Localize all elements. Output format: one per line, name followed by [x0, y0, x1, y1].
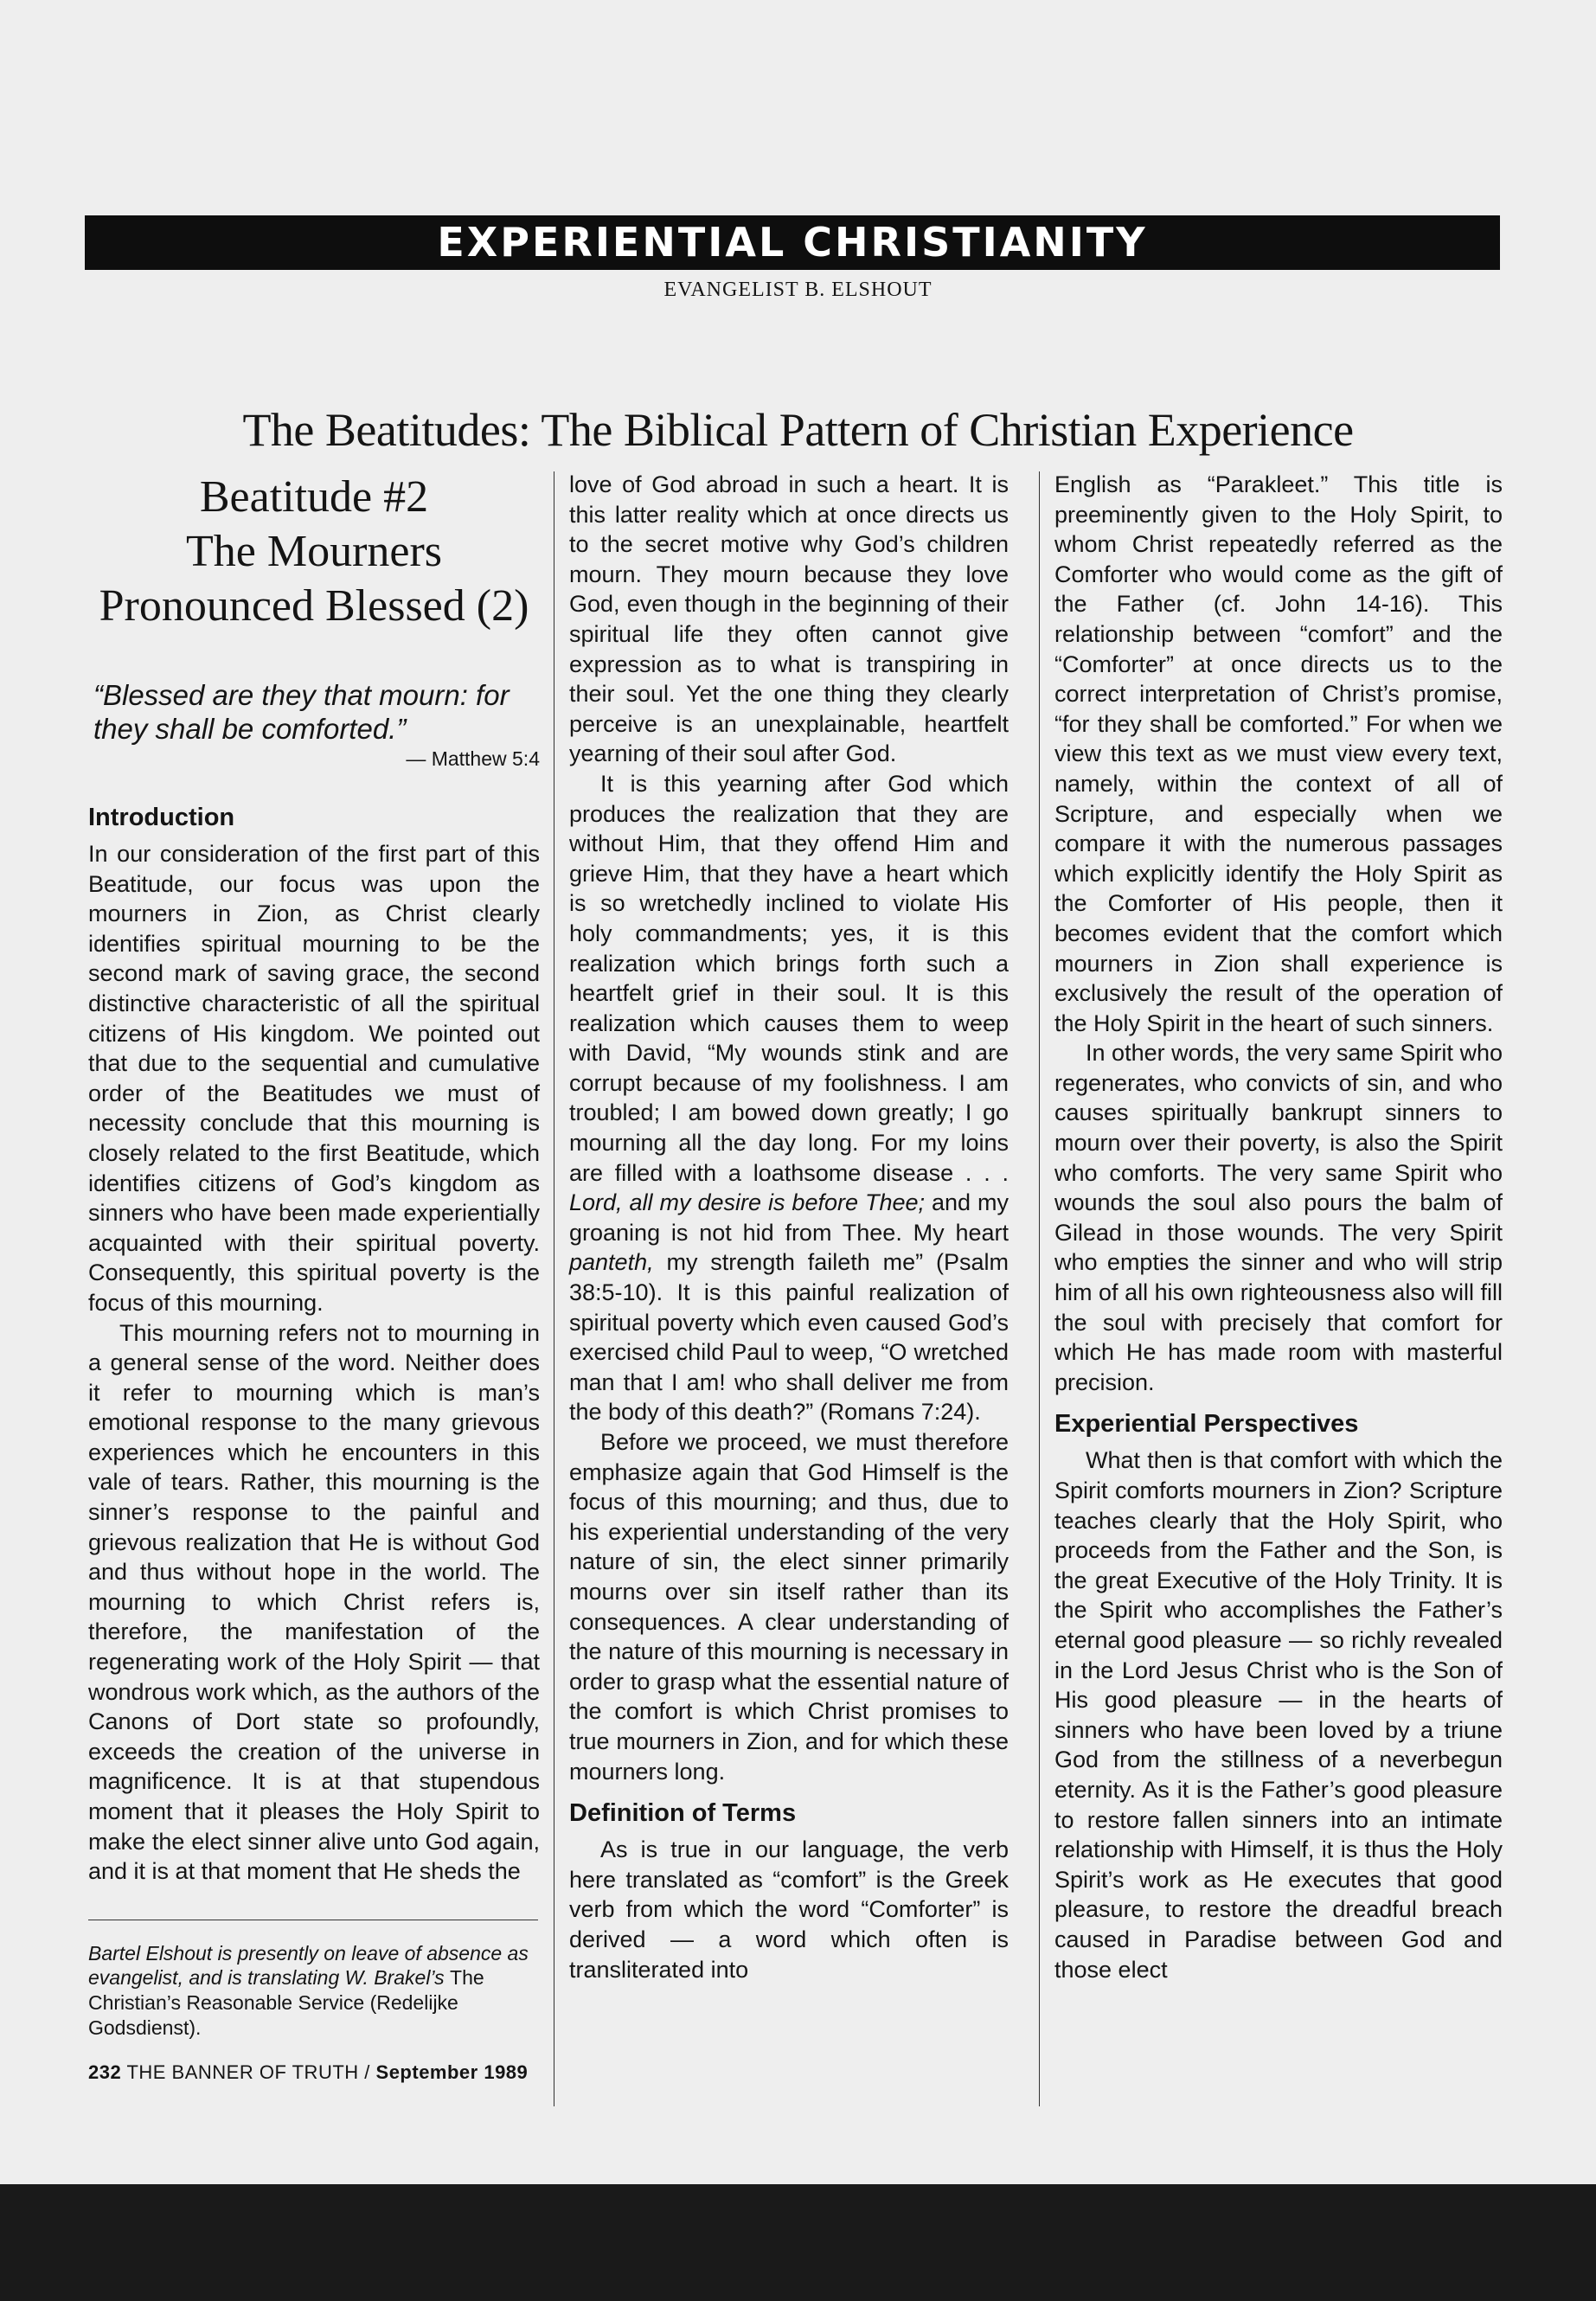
column-1 [88, 470, 540, 2087]
paragraph: As is true in our language, the verb here translated as “comfort” is the Greek verb from which the word “Comforter” is derived — a word which often is transliterated into [569, 1836, 1009, 1983]
paragraph: In other words, the very same Spirit who regenerates, who convicts of sin, and who causes spiritually bankrupt sinners to mourn over their poverty, is also the Spirit who comforts. The very same Spirit who wounds the soul also pours the balm of Gilead in those wounds. The very Spirit who empties the sinner and who will strip him of all his own righteousness also will fill the soul with precisely that comfort for which He has made room with masterful precision. [1054, 1040, 1503, 1395]
paragraph: love of God abroad in such a heart. It is this latter reality which at once directs us to the secret motive why God’s children mourn. They mourn because they love God, even though in the beginning of their spiritual life they often cannot give expression as to what is transpiring in their soul. Yet the one thing they clearly perceive is an unexplainable, heartfelt yearning of their soul after God. [569, 471, 1009, 767]
paragraph: English as “Parakleet.” This title is preeminently given to the Holy Spirit, to whom Christ repeatedly referred as the Comforter who would come as the gift of the Father (cf. John 14-16). This relationship between “comfort” and the “Comforter” at once directs us to the correct interpretation of Christ’s promise, “for they shall be comforted.” For when we view this text as we must view every text, namely, within the context of all of Scripture, and especially when we compare it with the numerous passages which explicitly identify the Holy Spirit as the Comforter of His people, then it becomes evident that the comfort which mourners in Zion shall experience is exclusively the result of the operation of the Holy Spirit in the heart of such sinners. [1054, 471, 1503, 1036]
paragraph-text: my strength faileth me” (Psalm 38:5-10). It is this painful realization of spiritual poverty which even caused God’s exercised child Paul to weep, “O wretched man that I am! who shall deliver me from the body of this death?” (Romans 7:24). [569, 1249, 1009, 1426]
footnote-book-title: The Christian’s Reasonable Service [88, 1966, 484, 2015]
italic-text: Lord, all my desire is before Thee; [569, 1189, 926, 1216]
page-number: 232 [88, 2061, 122, 2083]
author-byline: EVANGELIST B. ELSHOUT [663, 279, 933, 301]
paragraph: What then is that comfort with which the Spirit comforts mourners in Zion? Scripture teaches clearly that the Holy Spirit, who proceeds from the Father and the Son, is the great Executive of the Holy Trinity. It is the Spirit who accomplishes the Father’s eternal good pleasure — so richly revealed in the Lord Jesus Christ who is the Son of His good pleasure — in the hearts of sinners who have been loved by a triune God from the stillness of a neverbegun eternity. As it is the Father’s good pleasure to restore fallen sinners into an intimate relationship with Himself, it is thus the Holy Spirit’s work as He executes that good pleasure, to restore the dreadful breach caused in Paradise between God and those elect [1054, 1447, 1503, 1983]
paragraph: This mourning refers not to mourning in a general sense of the word. Neither does it refer to mourning which is man’s emotional response to the many grievous experiences which he encounters in this vale of tears. Rather, this mourning is the sinner’s response to the painful and grievous realization that He is without God and thus without hope in the world. The mourning to which Christ refers is, therefore, the manifestation of the regenerating work of the Holy Spirit — that wondrous work which, as the authors of the Canons of Dort state so profoundly, exceeds the creation of the universe in magnificence. It is at that stupendous moment that it pleases the Holy Spirit to make the elect sinner alive unto God again, and it is at that moment that He sheds the [88, 1319, 540, 1885]
section-heading-perspectives: Experiential Perspectives [1054, 1410, 1359, 1439]
article-title: The Beatitudes: The Biblical Pattern of Christian Experience [242, 404, 1354, 456]
italic-text: panteth, [569, 1249, 654, 1276]
paragraph: In our consideration of the first part of this Beatitude, our focus was upon the mourners in Zion, as Christ clearly identifies spiritual mourning to be the second mark of saving grace, the second distinctive characteristic of all the spiritual citizens of His kingdom. We pointed out that due to the sequential and cumulative order of the Beatitudes we must of necessity conclude that this mourning is closely related to the first Beatitude, which identifies citizens of God’s kingdom as sinners who have been made experientially acquainted with their spiritual poverty. Consequently, this spiritual poverty is the focus of this mourning. [88, 841, 540, 1316]
series-title-banner: EXPERIENTIAL CHRISTIANITY [85, 215, 1500, 270]
issue-date: September 1989 [375, 2061, 529, 2083]
scripture-quote: “Blessed are they that mourn: for they shall be comforted.” [93, 679, 510, 745]
scripture-reference: — Matthew 5:4 [406, 747, 540, 770]
paragraph-text: It is this yearning after God which produces the realization that they are without Him, that they offend Him and grieve Him, that they have a heart which is so wretchedly inclined to violate His holy commandments; yes, it is this realization which brings forth such a heartfelt grief in their soul. It is this realization which causes them to weep with David, “My wounds stink and are corrupt because of my foolishness. I am troubled; I am bowed down greatly; I go mourning all the day long. For my loins are filled with a loathsome disease . . . [569, 770, 1009, 1186]
section-heading-introduction: Introduction [88, 804, 235, 831]
scan-bottom-edge [0, 2184, 1596, 2301]
column-2 [569, 470, 1009, 1984]
section-heading-definition: Definition of Terms [569, 1799, 797, 1828]
author-footnote [88, 1941, 540, 2041]
article-subtitle [88, 470, 540, 633]
subtitle-line: Beatitude #2 [199, 472, 429, 522]
subtitle-line: Pronounced Blessed (2) [99, 581, 529, 631]
paragraph: Before we proceed, we must therefore emphasize again that God Himself is the focus of this mourning; and thus, due to his experiential understanding of the very nature of sin, the elect sinner primarily mourns over sin itself rather than its consequences. A clear understanding of the nature of this mourning is necessary in order to grasp what the essential nature of the comfort is which Christ promises to true mourners in Zion, and for which these mourners long. [569, 1429, 1009, 1785]
footnote-text: (Redelijke Godsdienst). [88, 1991, 458, 2039]
paragraph-text: and my groaning is not hid from Thee. My heart [569, 1189, 1009, 1246]
publication-name: THE BANNER OF TRUTH / [126, 2061, 370, 2083]
footnote-text: Bartel Elshout is presently on leave of absence as evangelist, and is translating W. Brakel’s [88, 1941, 529, 1990]
column-3 [1054, 470, 1503, 1984]
subtitle-line: The Mourners [185, 527, 443, 576]
page-footer [88, 2058, 540, 2088]
column-divider-right [1039, 471, 1040, 2106]
paragraph [569, 769, 1009, 1427]
